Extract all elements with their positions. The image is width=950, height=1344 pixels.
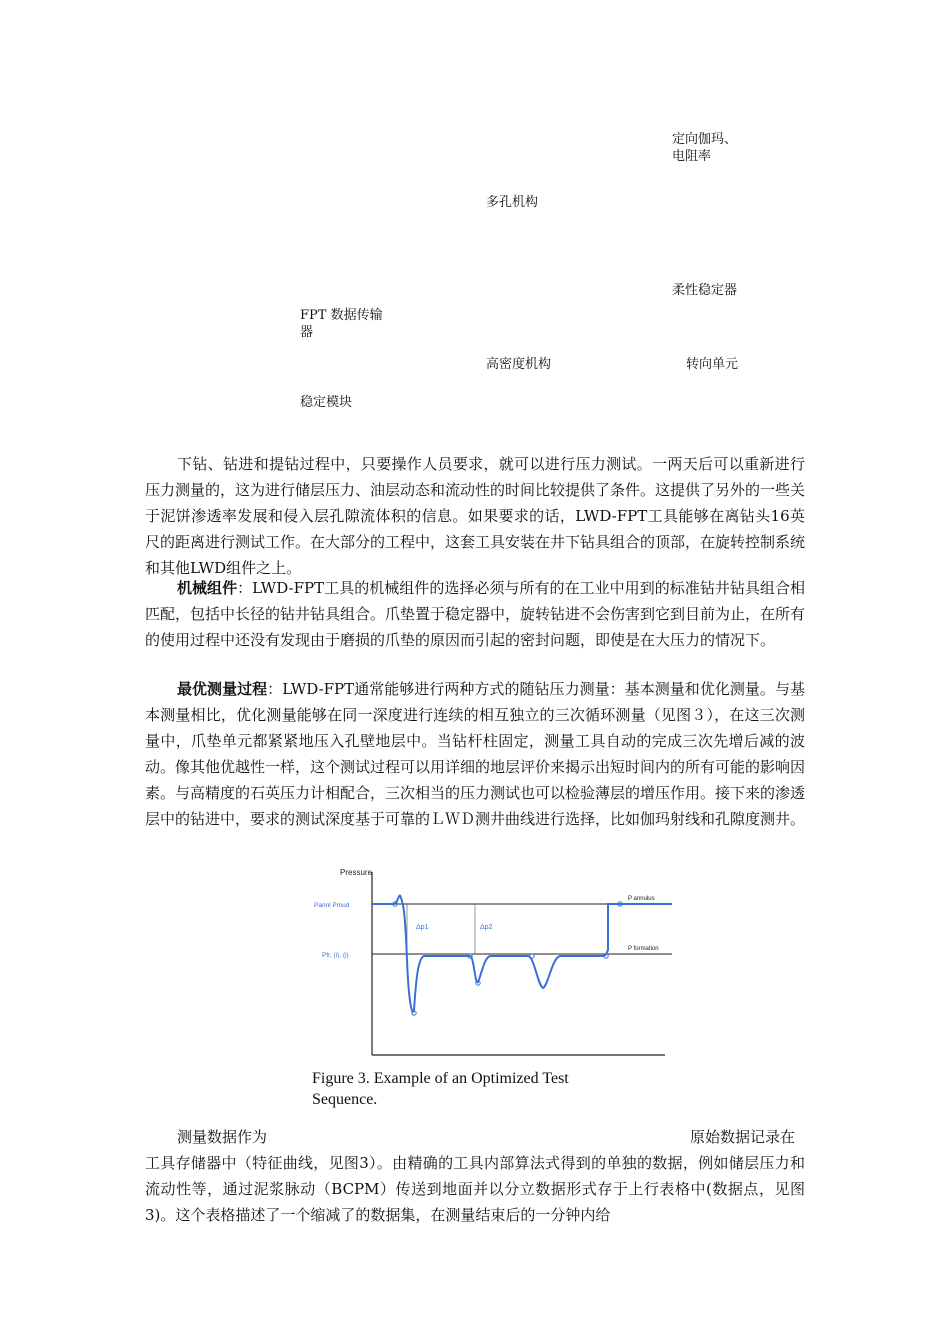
label-high-density: 高密度机构 bbox=[486, 357, 552, 372]
label-annulus-right: P annulus bbox=[628, 896, 655, 902]
label-steering-unit: 转向单元 bbox=[686, 357, 739, 372]
paragraph-4-start: 测量数据作为 bbox=[177, 1128, 268, 1146]
figure-caption-line-2: Sequence. bbox=[312, 1091, 378, 1108]
label-flex-stabilizer: 柔性稳定器 bbox=[672, 283, 738, 298]
label-fpt-transmitter-1: FPT 数据传输 bbox=[300, 308, 383, 323]
figure-caption-line-1: Figure 3. Example of an Optimized Test bbox=[312, 1070, 569, 1087]
paragraph-1: 下钻、钻进和提钻过程中，只要操作人员要求，就可以进行压力测试。一两天后可以重新进行压力测量的，这为进行储层压力、油层动态和流动性的时间比较提供了条件。这提供了另外的一些关于泥饼渗透率发展和侵入层孔隙流体积的信息。如果要求的话，LWD-FPT工具能够在离钻头16英尺的距离进行测试工作。在大部分的工程中，这套工具安装在井下钻具组合的顶部，在旋转控制系统和其他LWD组件之上。 bbox=[145, 455, 806, 577]
paragraph-4: 工具存储器中（特征曲线，见图3）。由精确的工具内部算法式得到的单独的数据，例如储层压力和流动性等，通过泥浆脉动（BCPM）传送到地面并以分立数据形式存于上行表格中(数据点，见图3)。这个表格描述了一个缩减了的数据集，在测量结束后的一分钟内给 bbox=[145, 1154, 805, 1224]
label-formation-right: P formation bbox=[628, 946, 659, 952]
paragraph-3 bbox=[145, 676, 805, 832]
label-multi-hole: 多孔机构 bbox=[486, 195, 539, 210]
label-fpt-transmitter-2: 器 bbox=[300, 325, 314, 340]
label-directional-gamma-1: 定向伽玛、 bbox=[672, 132, 738, 147]
label-formation-left: Pfr, (i), (i) bbox=[322, 952, 349, 959]
paragraph-2-body: ：LWD-FPT工具的机械组件的选择必须与所有的在工业中用到的标准钻井钻具组合相匹配，包括中长径的钻井钻具组合。爪垫置于稳定器中，旋转钻进不会伤害到它到目前为止，在所有的使用过程中还没有发现由于磨损的爪垫的原因而引起的密封问题，即使是在大压力的情况下。 bbox=[145, 579, 806, 649]
paragraph-2 bbox=[145, 575, 805, 653]
heading-optimal-measurement: 最优测量过程 bbox=[177, 680, 268, 698]
label-dp2: Δp2 bbox=[480, 924, 493, 931]
label-dp1: Δp1 bbox=[416, 924, 429, 931]
heading-mechanical-components: 机械组件 bbox=[177, 579, 238, 597]
label-annulus-left: Pannl Pmud bbox=[314, 902, 350, 909]
paragraph-3-body: ：LWD-FPT通常能够进行两种方式的随钻压力测量：基本测量和优化测量。与基本测量相比，优化测量能够在同一深度进行连续的相互独立的三次循环测量（见图３），在这三次测量中，爪垫单元都紧紧地压入孔壁地层中。当钻杆柱固定，测量工具自动的完成三次先增后减的波动。像其他优越性一样，这个测试过程可以用详细的地层评价来揭示出短时间内的所有可能的影响因素。与高精度的石英压力计相配合，三次相当的压力测试也可以检验薄层的增压作用。接下来的渗透层中的钻进中，要求的测试深度基于可靠的ＬＷＤ测井曲线进行选择，比如伽玛射线和孔隙度测井。 bbox=[145, 680, 806, 828]
label-directional-gamma-2: 电阻率 bbox=[672, 149, 712, 164]
label-stabilizer-module: 稳定模块 bbox=[300, 395, 353, 410]
y-axis-label: Pressure bbox=[340, 868, 373, 877]
paragraph-4-start-right: 原始数据记录在 bbox=[690, 1128, 796, 1146]
